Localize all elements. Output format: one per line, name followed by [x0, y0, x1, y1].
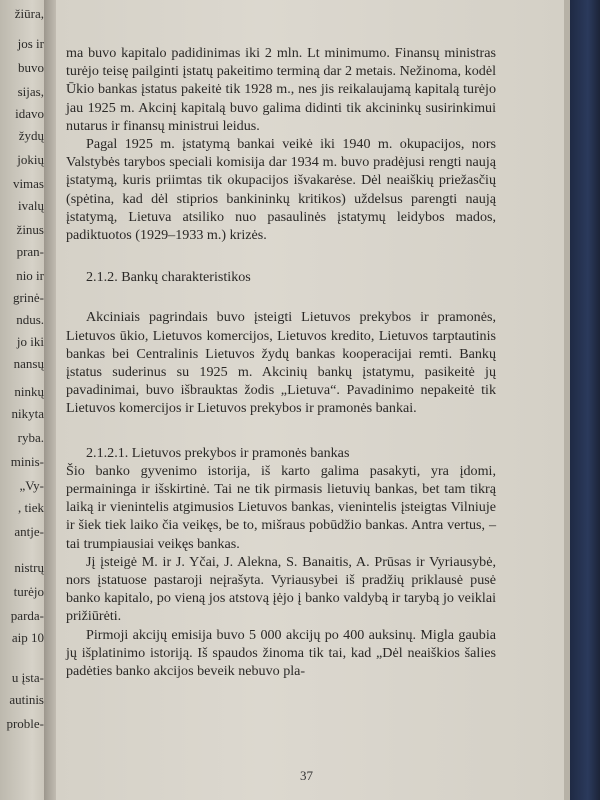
- facing-page-fragment: žinus: [16, 222, 44, 237]
- facing-page-fragment: nansų: [13, 356, 44, 371]
- paragraph: Akciniais pagrindais buvo įsteigti Lietuvos prekybos ir pramonės, Lietuvos ūkio, Lietuvos komercijos, Lietuvos kredito, Lietuvos tarptautinis bankas bei Centralinis Lietuvos žydų bankas kooperacijai remti. Bankų įstatus suderinus su 1925 m. Akcinių bankų įstatymu, pasikeitė jų pavadinimai, buvo išbrauktas žodis „Lietuva“. Pavadinimo nepakeitė tik Lietuvos komercijos ir Lietuvos prekybos ir pramonės bankai.: [66, 309, 496, 417]
- facing-page-fragment: ryba.: [17, 430, 44, 445]
- facing-page-fragment: vimas: [12, 176, 44, 191]
- page-text: [66, 44, 496, 680]
- paragraph: Pirmoji akcijų emisija buvo 5 000 akcijų po 400 auksinų. Migla gaubia jų išplatinimo istoriją. Iš spaudos žinoma tik tai, kad „Dėl neaiškios šalies padėties banko akcijos beveik nebuvo pla-: [66, 626, 496, 680]
- facing-page-fragment: jo iki: [16, 334, 44, 349]
- paragraph: Pagal 1925 m. įstatymą bankai veikė iki 1940 m. okupacijos, nors Valstybės tarybos speciali komisija dar 1934 m. buvo pradėjusi rengti naują įstatymą, kuris priimtas tik okupacijos išvakarėse. Dėl neaiškių priežasčių (spėtina, kad dėl stiprios bankininkų kritikos) uždelsus parengti naują įstatymą, Lietuva atsiliko nuo pasaulinės įstatymų leidybos mados, padiktuotos (1929–1933 m.) krizės.: [66, 136, 496, 244]
- facing-page-fragment: parda-: [10, 608, 44, 623]
- facing-page-fragment: grinė-: [12, 290, 44, 305]
- subsection-heading: 2.1.2.1. Lietuvos prekybos ir pramonės bankas: [86, 444, 350, 461]
- facing-page-fragment: ndus.: [16, 312, 44, 327]
- facing-page-fragment: pran-: [16, 244, 44, 259]
- facing-page-fragment: žiūra,: [14, 6, 44, 21]
- facing-page-fragment: sijas,: [17, 84, 44, 99]
- facing-page-fragment: „Vy-: [19, 478, 44, 493]
- paragraph: ma buvo kapitalo padidinimas iki 2 mln. Lt minimumo. Finansų ministras turėjo teisę pailginti įstatų pakeitimo terminą dar 2 metais. Nežinoma, kodėl Ūkio bankas įstatus pakeitė tik 1928 m., nes jis reikalaujamą kapitalą turėjo jau 1925 m. Akcinį kapitalą buvo galima didinti tik akcininkų susirinkimui nutarus ir finansų ministrui leidus.: [66, 45, 496, 134]
- facing-page-fragment: buvo: [18, 60, 44, 75]
- facing-page-fragment: nistrų: [14, 560, 44, 575]
- facing-page-fragment: , tiek: [18, 500, 44, 515]
- page-number: 37: [300, 768, 313, 783]
- facing-page-fragment: minis-: [10, 454, 44, 469]
- facing-page-fragment: žydų: [18, 128, 44, 143]
- facing-page-fragment: jokių: [17, 152, 44, 167]
- facing-page-fragment: antje-: [14, 524, 44, 539]
- paragraph: Jį įsteigė M. ir J. Yčai, J. Alekna, S. Banaitis, A. Prūsas ir Vyriausybė, nors įstatuose pastaroji neįrašyta. Vyriausybei iš pradžių priklausė pusė banko kapitalo, po vieną jos atstovą įėjo į banko valdybą ir tarybą jo veiklai prižiūrėti.: [66, 553, 496, 625]
- facing-page-fragment: autinis: [9, 692, 44, 707]
- facing-page-fragment: ivalų: [18, 198, 44, 213]
- section-heading: 2.1.2. Bankų charakteristikos: [86, 269, 251, 286]
- facing-page-fragment: idavo: [15, 106, 44, 121]
- facing-page-fragment: u įsta-: [11, 670, 44, 685]
- facing-page-fragment: nio ir: [16, 268, 44, 283]
- facing-page-fragment: nikyta: [11, 406, 44, 421]
- paragraph: Šio banko gyvenimo istorija, iš karto galima pasakyti, yra įdomi, permaininga ir išskirtinė. Tai ne tik pirmasis lietuvių bankas, bet tam tikrą laiką ir vienintelis atgimusios Lietuvos bankas, vienintelis įsteigtas Vilniuje ir šiek tiek laiko čia veikęs, be to, mišraus pobūdžio bankas. Antra vertus, – tai trumpiausiai veikęs bankas.: [66, 462, 496, 552]
- facing-page-fragment: aip 10: [11, 630, 44, 645]
- facing-page-fragment: jos ir: [17, 36, 44, 51]
- facing-page-fragment: ninkų: [14, 384, 44, 399]
- facing-page-fragment: proble-: [6, 716, 44, 731]
- facing-page-edge: [0, 0, 46, 800]
- facing-page-fragment: turėjo: [13, 584, 44, 599]
- book-cover-edge: [570, 0, 600, 800]
